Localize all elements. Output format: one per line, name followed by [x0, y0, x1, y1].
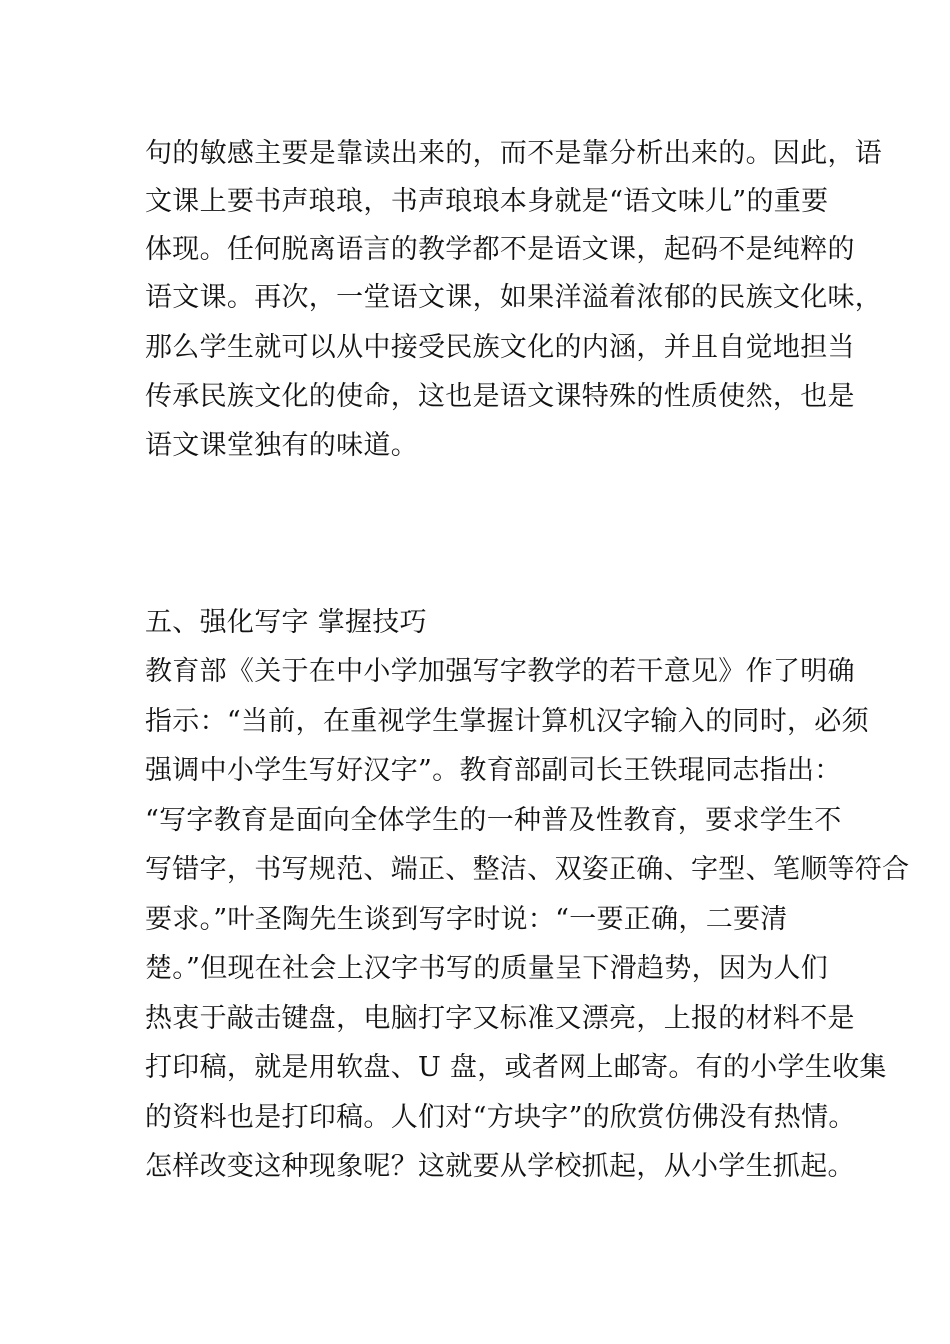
text-line: 指示：“当前，在重视学生掌握计算机汉字输入的同时，必须: [145, 706, 869, 737]
text-line: 要求。”叶圣陶先生谈到写字时说：“一要正确，二要清: [145, 904, 788, 935]
text-line: 那么学生就可以从中接受民族文化的内涵，并且自觉地担当: [145, 332, 855, 363]
text-line: 文课上要书声琅琅，书声琅琅本身就是“语文味儿”的重要: [145, 186, 829, 217]
text-line: 句的敏感主要是靠读出来的，而不是靠分析出来的。因此，语: [145, 138, 883, 169]
text-line: 楚。”但现在社会上汉字书写的质量呈下滑趋势，因为人们: [145, 953, 829, 984]
text-line: 打印稿，就是用软盘、U 盘，或者网上邮寄。有的小学生收集: [145, 1052, 887, 1083]
text-line: 语文课。再次，一堂语文课，如果洋溢着浓郁的民族文化味，: [145, 282, 883, 313]
section-heading: 五、强化写字 掌握技巧: [145, 607, 427, 638]
text-line: 体现。任何脱离语言的教学都不是语文课，起码不是纯粹的: [145, 234, 855, 265]
text-line: 写错字，书写规范、端正、整洁、双姿正确、字型、笔顺等符合: [145, 854, 910, 885]
text-line: 怎样改变这种现象呢？这就要从学校抓起，从小学生抓起。: [145, 1151, 855, 1182]
text-line: 教育部《关于在中小学加强写字教学的若干意见》作了明确: [145, 656, 855, 687]
text-line: 强调中小学生写好汉字”。教育部副司长王铁琨同志指出：: [145, 755, 842, 786]
text-line: 语文课堂独有的味道。: [145, 430, 418, 461]
text-line: 传承民族文化的使命，这也是语文课特殊的性质使然，也是: [145, 381, 855, 412]
text-line: “写字教育是面向全体学生的一种普及性教育，要求学生不: [145, 805, 842, 836]
text-line: 的资料也是打印稿。人们对“方块字”的欣赏仿佛没有热情。: [145, 1102, 856, 1133]
text-line: 热衷于敲击键盘，电脑打字又标准又漂亮，上报的材料不是: [145, 1003, 855, 1034]
